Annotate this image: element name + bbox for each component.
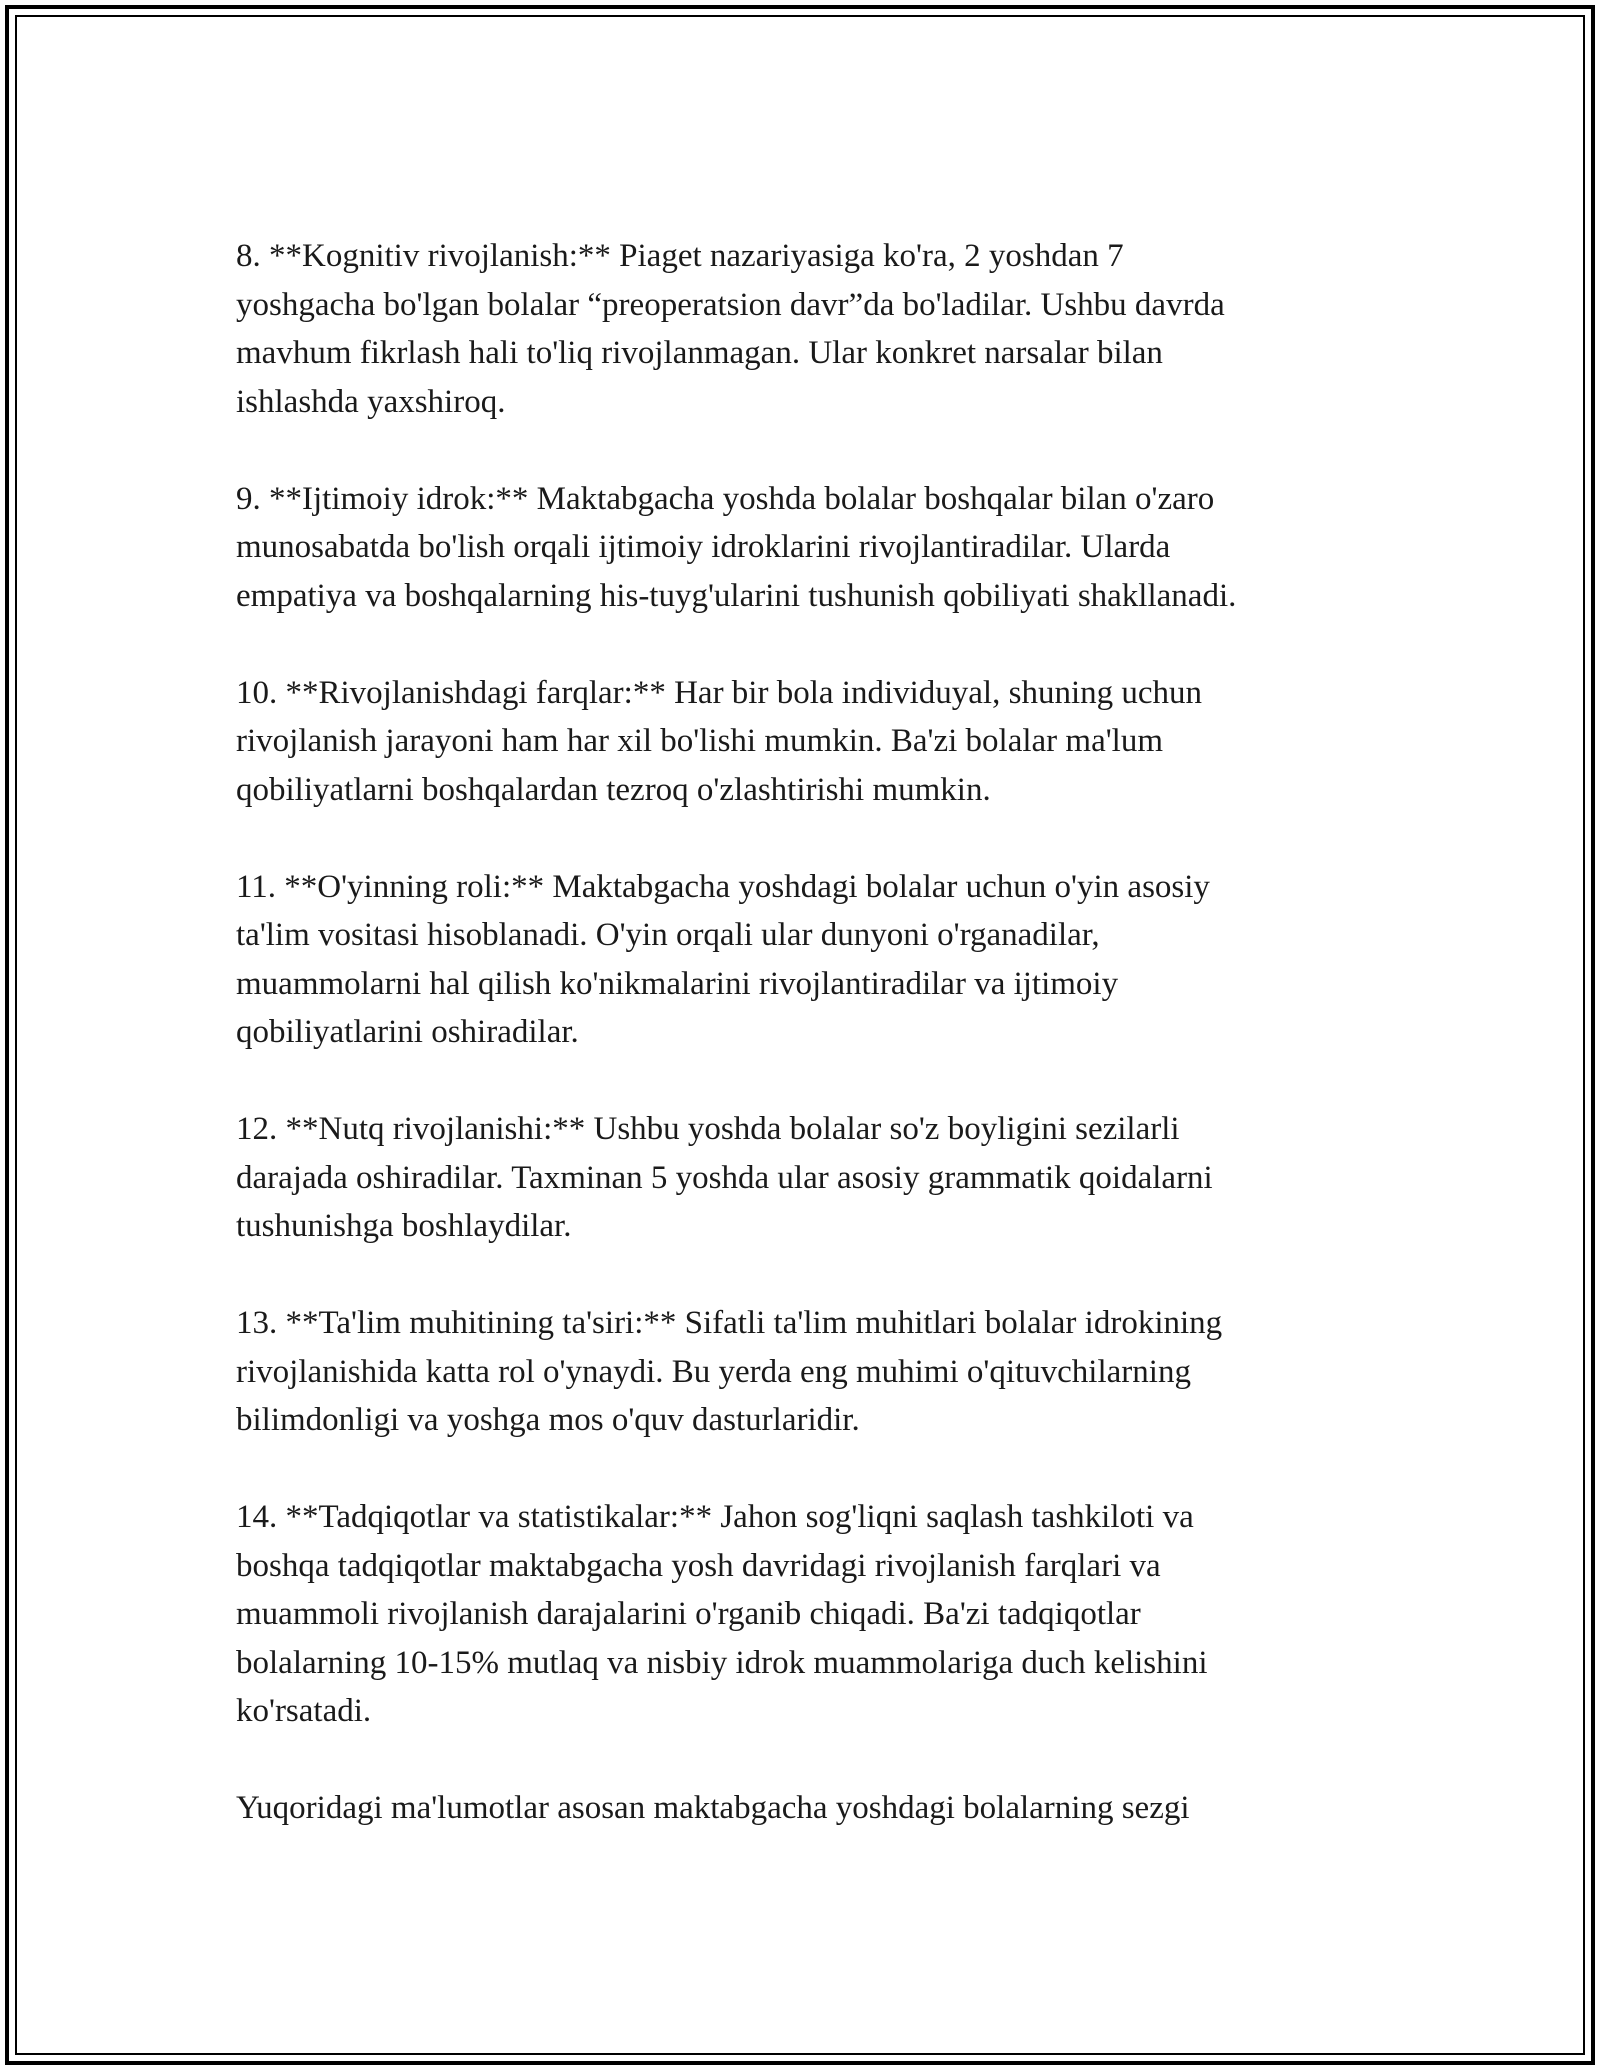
paragraph-oyinning-roli: 11. **O'yinning roli:** Maktabgacha yoshdagi bolalar uchun o'yin asosiy ta'lim vositasi hisoblanadi. O'yin orqali ular dunyoni o'rganadilar, muammolarni hal qilish ko'nikmalarini rivojlantiradilar va ijtimoiy qobiliyatlarini oshiradilar. bbox=[236, 868, 1210, 1050]
paragraph-talim-muhitining-tasiri: 13. **Ta'lim muhitining ta'siri:** Sifatli ta'lim muhitlari bolalar idrokining rivojlanishida katta rol o'ynaydi. Bu yerda eng muhimi o'qituvchilarning bilimdonligi va yoshga mos o'quv dasturlaridir. bbox=[236, 1305, 1223, 1438]
document-body bbox=[236, 232, 1386, 1881]
paragraph-ijtimoiy-idrok: 9. **Ijtimoiy idrok:** Maktabgacha yoshda bolalar boshqalar bilan o'zaro munosabatda bo'lish orqali ijtimoiy idroklarini rivojlantiradilar. Ularda empatiya va boshqalarning his-tuyg'ularini tushunish qobiliyati shakllanadi. bbox=[236, 480, 1237, 614]
paragraph-nutq-rivojlanishi: 12. **Nutq rivojlanishi:** Ushbu yoshda bolalar so'z boyligini sezilarli darajada oshiradilar. Taxminan 5 yoshda ular asosiy grammatik qoidalarni tushunishga boshlaydilar. bbox=[236, 1111, 1213, 1244]
paragraph-rivojlanishdagi-farqlar: 10. **Rivojlanishdagi farqlar:** Har bir bola individuyal, shuning uchun rivojlanish jarayoni ham har xil bo'lishi mumkin. Ba'zi bolalar ma'lum qobiliyatlarni boshqalardan tezroq o'zlashtirishi mumkin. bbox=[236, 674, 1203, 808]
paragraph-tadqiqotlar-va-statistikalar: 14. **Tadqiqotlar va statistikalar:** Jahon sog'liqni saqlash tashkiloti va boshqa tadqiqotlar maktabgacha yosh davridagi rivojlanish farqlari va muammoli rivojlanish darajalarini o'rganib chiqadi. Ba'zi tadqiqotlar bolalarning 10-15% mutlaq va nisbiy idrok muammolariga duch kelishini ko'rsatadi. bbox=[236, 1499, 1208, 1729]
paragraph-xulosa: Yuqoridagi ma'lumotlar asosan maktabgacha yoshdagi bolalarning sezgi bbox=[236, 1790, 1190, 1826]
paragraph-kognitiv-rivojlanish: 8. **Kognitiv rivojlanish:** Piaget nazariyasiga ko'ra, 2 yoshdan 7 yoshgacha bo'lgan bolalar “preoperatsion davr”da bo'ladilar. Ushbu davrda mavhum fikrlash hali to'liq rivojlanmagan. Ular konkret narsalar bilan ishlashda yaxshiroq. bbox=[236, 238, 1225, 420]
